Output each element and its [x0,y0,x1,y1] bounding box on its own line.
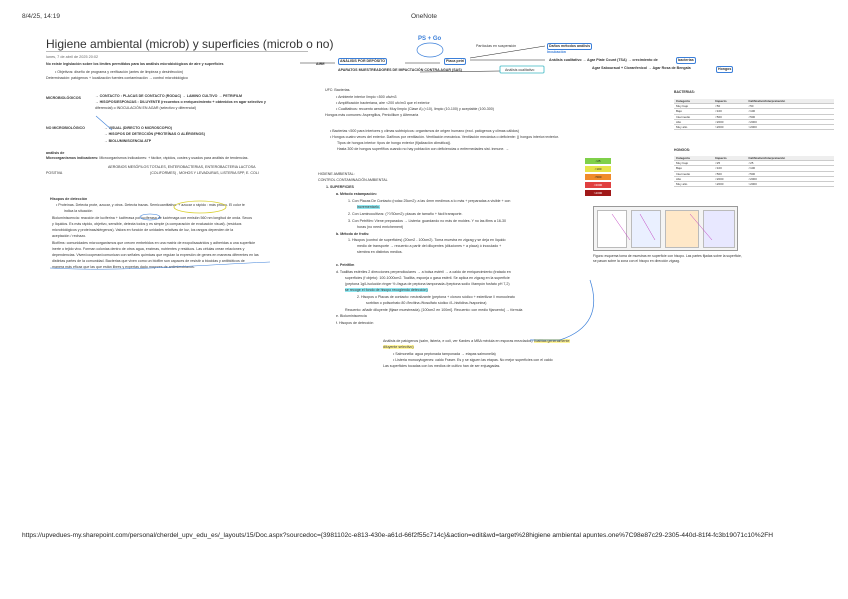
table-row: Muy alto >2000 >2000 [674,125,834,130]
ufc-line-2: • Amplificación bacteriana, aire <200 ufc/m3 que el exterior [336,101,430,105]
particulas-text: Partículas en suspensión [476,44,517,48]
metodo-a: a. Método estampación: [336,192,377,196]
superficies-heading: 1. SUPERFICIES [326,185,354,189]
metodo-a-1: 1. Con Placas De Contacto (rodac 25cm2): a las 4mm medimos a lo más + preparadas a visible + con [348,199,511,203]
footer-url[interactable]: https://upvedues-my.sharepoint.com/personal/cherdel_upv_edu_es/_layouts/15/Doc.aspx?sourcedoc={3981102c-e813-430e-a61d-66f2f55c714c}&action=edit&wd=target%28higiene ambiental apuntes.one%7C98e87c29-2305-440d-81f4-fc3b19071c10%2FH [22,532,774,539]
swatch-2: <100 [585,166,611,172]
patogenos-line-2: diluyente selectivo) [383,345,414,349]
nomicro-line-2: → HISOPOS DE DETECCIÓN (PROTEÍNAS O ALÉRGENOS) [104,132,205,136]
patogenos-line-1: Análisis de patógenos (salm, listeria, e coli, ver Kardes a MBA médula en esporas mezclados) Toallitas generalmente [383,339,570,343]
ps-go-note: PS + Go [418,36,442,42]
hisopos-line-10: distintas partes de la comunidad. Bacterias que viven como un biofilm son capaces de resistir a biocidas y antibióticos de [52,259,245,263]
tecnicas-line-3: (peptona 1g/L/solución ringer ½ //agua de peptona tamponada //peptona sodio //tampón fosfato pH 7,2) [345,282,510,286]
swatch-3: <500 [585,174,611,180]
table-row: Alto <2000 <2000 [674,176,834,181]
table-row: Intermedio <500 <500 [674,171,834,176]
page-date: lunes, 7 de abril de 2025 20:02 [46,55,99,59]
diagram-panel-1 [597,210,627,248]
hisopos-line-5: microbiológicos y proteínas/alérgenos). Valora en función de unidades relativas de luz, los rangos dependen de la [52,228,234,232]
metodo-a-3: 3. Con Petrifilm: Viene preparados → Listeria: guardando no más de moldes. Y no las.films a 16-30 [348,219,507,223]
hisopos-placas-1: 2. Hisopos o Placas de contacto: neutralizante (peptona + cloruro sódico + esterilizar // monooleato [357,295,515,299]
patogenos-line-5: Las superficies tocadas con los medios de cultivo han de ser enjuagadas. [383,364,501,368]
table-row: Muy alto >2000 >2000 [674,182,834,187]
micro-line-3: diferencial) o INOCULACIÓN EN AGAR (selectivo y diferencial) [95,106,197,110]
hisopos-line-4: y líquidos. Es más rápido, objetivo, sensible, detecta todos y es simple (a comparación de evaluación visual). (residuos [52,222,242,226]
bacterias-tag: bacterias [678,58,694,62]
table-header: Categoría Impacto Calificativo/Interpretación [674,156,834,161]
nomicro-line-1: → VISUAL (DIRECTO O MICROSCOPIO) [104,126,172,130]
patogenos-line-3: • Salmonella: agua peptonada tamponada → etapas salmonella) [393,352,496,356]
micro-line-2: → HISOPOS/ESPONJAS : DILUYENTE (recuentos o enriquecimiento + obtenidos en agar selectivo y [95,100,266,104]
micro-label: MICROBIOLÓGICOS [46,96,81,100]
agar-sab-text: Agar Sabouraud + Cloranfenicol → Agar Rosa de Bengala [592,66,691,70]
recuento-text: Recuento: añadir diluyente (fijase muestreada). [100cm2 en 100ml]. Recuento: con medio fijaruento] → fórmula [345,308,523,312]
app-name: OneNote [411,13,438,20]
micro-line-1: → CONTACTO : PLACAS DE CONTACTO (RODAC) → LAMINO CULTIVO → PETRIFILM [95,94,243,98]
diagram-panel-4 [703,210,735,248]
diagram-panel-3 [665,210,699,248]
hisopos-line-6: aceptación / rechazo. [52,234,87,238]
hisopos-title: Hisopos de detección [50,197,88,201]
aerobios-text: AEROBIOS MESÓFILOS TOTALES, ENTEROBACTERIAS, ENTEROBACTERIA LACTOSA [108,165,256,169]
table-header: Categoría Impacto Calificativo/Interpretación [674,99,834,104]
hisopos-placas-2: sorbitan o polisorbato 80 //lecitina //tiosulfato sódico //L-histidina //saponina) [366,301,487,305]
hisopos-line-3: Bioluminiscencia: reacción de luciferina + luciferasa por luciferasa de luciérnaga con emisión 560 nm longitud de onda. Secos [52,216,253,220]
indicators-text: Microorganismos indicadores: Microorganismos indicadores: + fácilce, rápidos, costes y usados para análisis de tendencias. [46,156,249,160]
aire-label: AIRE [316,62,325,66]
sampling-diagram [593,206,738,251]
table-row: Intermedio <500 <500 [674,114,834,119]
table-row: Bajo <100 <100 [674,166,834,171]
table-row: Bajo <100 <100 [674,109,834,114]
metodo-b-1c: siembra en distintos medios. [357,250,403,254]
tecnicas-line-1: d. Toallitas estériles 2 direcciones perpendiculares → a bolsa estéril → a caldo de enriquecimiento (tratado en [336,270,511,274]
hongos-table-title: HONGOS: [674,148,691,152]
metodo-b-1b: medio de transporte → recuento a partir del diluyentes (diluciones + a placa) ó inoculado + [357,244,502,248]
hisopos-line-7: Biofilms: comunidades microorganismos que crecen embebidos en una matriz de exopolisacáridos y adheridas a una superficie [52,241,256,245]
danos-tag: Daños métodos análisis [549,44,591,48]
positiva-text: POSITIVA [46,171,63,175]
ufc-line-4: Hongos más comunes: Aspergillus, Penicillium y Alternaria [325,113,419,117]
hongos-table [674,156,834,187]
ink-connector [530,280,594,340]
hongos-line-3: Tipos de hongos interior: tipos de hongo exterior (fijalización climática)). [337,141,452,145]
higiene-title: HIGIENE AMBIENTAL: [318,172,355,176]
ink-circle [417,43,443,57]
print-datetime: 8/4/25, 14:19 [22,13,60,20]
petrifilm-item: c. Petrifilm [336,263,355,267]
patogenos-line-4: • Listeria monocytogenes: caldo Fraser. Es y se siguen las etapas. No mejor superficies con el caldo [393,358,553,362]
hisopos-line-2: indica la situación [64,209,93,213]
hongos-line-1: • Bacterias <500 para interiores y climas subtrópicos: organismos de origen humano (excl. patógenos y climas cálidos) [330,129,519,133]
placa-petri: Placa petri [446,59,465,63]
analisis-deposito: ANÁLISIS POR DEPÓSITO [340,59,386,63]
metodo-b: b. Método de frotis: [336,232,370,236]
analisis-cultivo-text: Análisis cualitativo → Agar Plate Count (TSA) → crecimiento de [549,58,658,62]
analysis-label: análisis de [46,151,65,155]
metodo-a-1b: incrementarlo. [357,205,380,209]
hongos-tag: Hongos [718,67,732,71]
bio-item: e. Bioluminiscencia [336,314,367,318]
bacterias-table-title: BACTERIAS: [674,90,695,94]
hisopos-line-1: • Proteínas. Detecta prote, azucar, y otros. Detecta trazas. Semicuantitativo. + azucar o rápido : más proteu. El color te [56,203,245,207]
analisis-cualitativo: Análisis cualitativo [505,68,535,72]
table-row: Muy bajo <50 <50 [674,104,834,109]
determination-text: Determinación: patógenos + localización fuentes contaminación → control microbiológico [46,76,188,80]
hisopos-line-11: manera más eficaz que las que están libres y expertas dado mayores de antimicrobianos. [52,265,195,269]
coliformes-text: (COLIFORMES) , MOHOS Y LEVADURAS, LISTERIA SPP, E. COLI [150,171,259,175]
hongos-line-4: Hasta 300 de hongos superfifíos cuando no hay población con deficiencias o enfermedades sist. inmune. → [337,147,510,151]
hongos-line-2: • Hongos cuatro veces del exterior. Dañinos por ventilación. Ventilación mecánica. Ventilación mecánica o deficiente: () hongos interior>exterior. [330,135,559,139]
tecnicas-line-2: superficies (f objeto): 100-1000cm2. Toallita, esponja o gasa estéril. Se aplica en zigzag en la superficie [345,276,510,280]
ufc-line-3: • Cualitativos: recuento aerobios: Muy limpio (Clase A) (<10), limpio (10-100) y aceptable (100-300) [336,107,494,111]
tecnicas-line-4: se recoge el fondo de hisopo recogiendo detección) [345,288,428,292]
swatch-4: <2000 [585,182,611,188]
diagram-caption: Figura: esquema toma de muestras en superficie con hisopo. Las partes fijadas sobre la superficie, se pasan sobre la zona con el hisopo en dirección zigzag. [593,254,742,263]
table-row: Alto <2000 <2000 [674,119,834,124]
nomicro-line-3: → BIOLUMINISCENCIA ATP [104,139,152,143]
control-title: CONTROL CONTAMINACIÓN AMBIENTAL [318,178,388,182]
bacterias-table [674,99,834,130]
hisopos-line-9: dependencias. Viven/cooperan/comunican con señales químicas que regulan la expresión de genes en maneras diferentes en las [52,253,259,257]
hisopos-line-8: inerte o tejido vivo. Forman colonias dentro de otros agua, enzimas, nutrientes y residuos. Las células crean relaciones y [52,247,245,251]
hisopos-det-item: f. Hisopos de detección [336,321,374,325]
page-title: Higiene ambiental (microb) y superficies (microb o no) [46,37,334,51]
ufc-title: UFC: Bacterias. [325,88,351,92]
metodo-b-1: 1. Hisopos (control de superficies) (20cm2 - 100cm2). Toma muestra en zigzag y se deja en líquido [348,238,506,242]
swatch-5: >2000 [585,190,611,196]
aparatos-text: APARATOS MUESTREADORES DE IMPACTACIÓN CONTRA AGAR (SAS) [338,68,462,72]
table-row: Muy bajo <25 <25 [674,161,834,166]
objectives-text: • Objetivos: diseño de programa y verificación (antes de limpieza y desinfección) [55,70,184,74]
metodo-a-2: 2. Con Laminocultivos: (??/30cm2): placas de tamaño + fácil transporte. [348,212,463,216]
title-divider [46,51,308,52]
ufc-line-1: • Ambiente interior limpio <500 ufc/m3 [336,95,397,99]
metodo-a-3b: horas (no need enrichement) [357,225,404,229]
swatch-1: <25 [585,158,611,164]
intro-text: No existe legislación sobre los límites permitidos para los análisis microbiológicos de aire y superficies [46,62,224,66]
diagram-panel-2 [631,210,661,248]
nomicro-label: NO MICROBIOLÓGICO [46,126,85,130]
incubacion-text: Incubación [547,50,566,54]
